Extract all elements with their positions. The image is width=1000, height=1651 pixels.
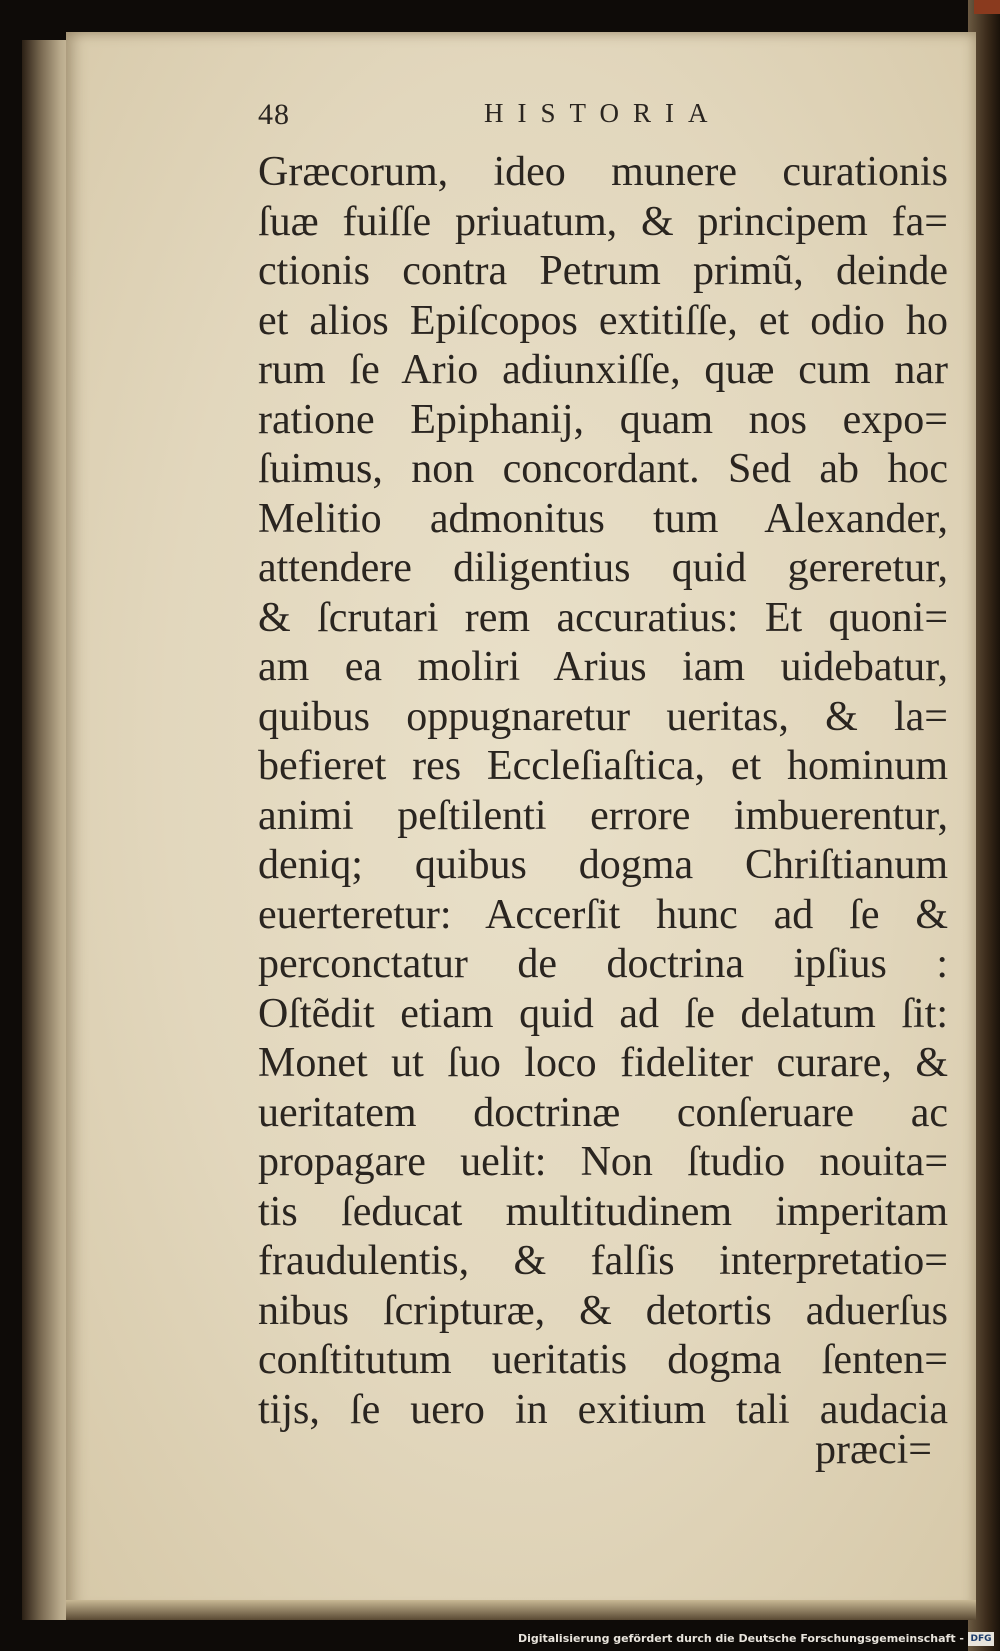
text-line: euerteretur: Accerſit hunc ad ſe & bbox=[258, 891, 948, 938]
text-line: & ſcrutari rem accuratius: Et quoni= bbox=[258, 594, 948, 641]
text-line: befieret res Eccleſiaſtica, et hominum bbox=[258, 743, 948, 789]
text-line: ratione Epiphanij, quam nos expo= bbox=[258, 396, 948, 443]
text-line: Græcorum, ideo munere curationis bbox=[258, 149, 948, 195]
book-edge-left bbox=[22, 40, 70, 1620]
text-line: am ea moliri Arius iam uidebatur, bbox=[258, 644, 948, 690]
text-line: attendere diligentius quid gereretur, bbox=[258, 545, 948, 591]
text-line: et alios Epiſcopos extitiſſe, et odio ho bbox=[258, 297, 948, 344]
text-line: conſtitutum ueritatis dogma ſenten= bbox=[258, 1337, 948, 1383]
text-line: propagare uelit: Non ſtudio nouita= bbox=[258, 1139, 948, 1185]
running-title: HISTORIA bbox=[484, 98, 722, 128]
text-line: tijs, ſe uero in exitium tali audacia bbox=[258, 1386, 948, 1433]
text-line: rum ſe Ario adiunxiſſe, quæ cum nar bbox=[258, 347, 948, 393]
text-line: Oſtẽdit etiam quid ad ſe delatum ſit: bbox=[258, 990, 948, 1037]
page-header bbox=[258, 98, 758, 138]
page-number: 48 bbox=[258, 98, 290, 131]
bookmark-ribbon bbox=[974, 0, 1000, 14]
text-line: perconctatur de doctrina ipſius : bbox=[258, 941, 948, 987]
text-line: ctionis contra Petrum primũ, deinde bbox=[258, 248, 948, 294]
text-line: tis ſeducat multitudinem imperitam bbox=[258, 1188, 948, 1235]
dfg-logo: DFG bbox=[968, 1632, 994, 1646]
text-line: animi peſtilenti errore imbuerentur, bbox=[258, 792, 948, 839]
body-text bbox=[258, 148, 948, 1435]
text-line: Monet ut ſuo loco fideliter curare, & bbox=[258, 1040, 948, 1086]
text-line: ſuæ fuiſſe priuatum, & principem fa= bbox=[258, 198, 948, 245]
text-line: fraudulentis, & falſis interpretatio= bbox=[258, 1238, 948, 1284]
digitization-credit: Digitalisierung gefördert durch die Deutsche Forschungsgemeinschaft - bbox=[517, 1632, 964, 1645]
page-bottom-edge bbox=[66, 1600, 976, 1620]
text-line: Melitio admonitus tum Alexander, bbox=[258, 495, 948, 542]
catchword: præci= bbox=[815, 1427, 932, 1473]
text-line: quibus oppugnaretur ueritas, & la= bbox=[258, 693, 948, 740]
text-line: ſuimus, non concordant. Sed ab hoc bbox=[258, 446, 948, 492]
text-line: nibus ſcripturæ, & detortis aduerſus bbox=[258, 1287, 948, 1334]
text-line: deniq; quibus dogma Chriſtianum bbox=[258, 842, 948, 888]
text-line: ueritatem doctrinæ conſeruare ac bbox=[258, 1089, 948, 1136]
